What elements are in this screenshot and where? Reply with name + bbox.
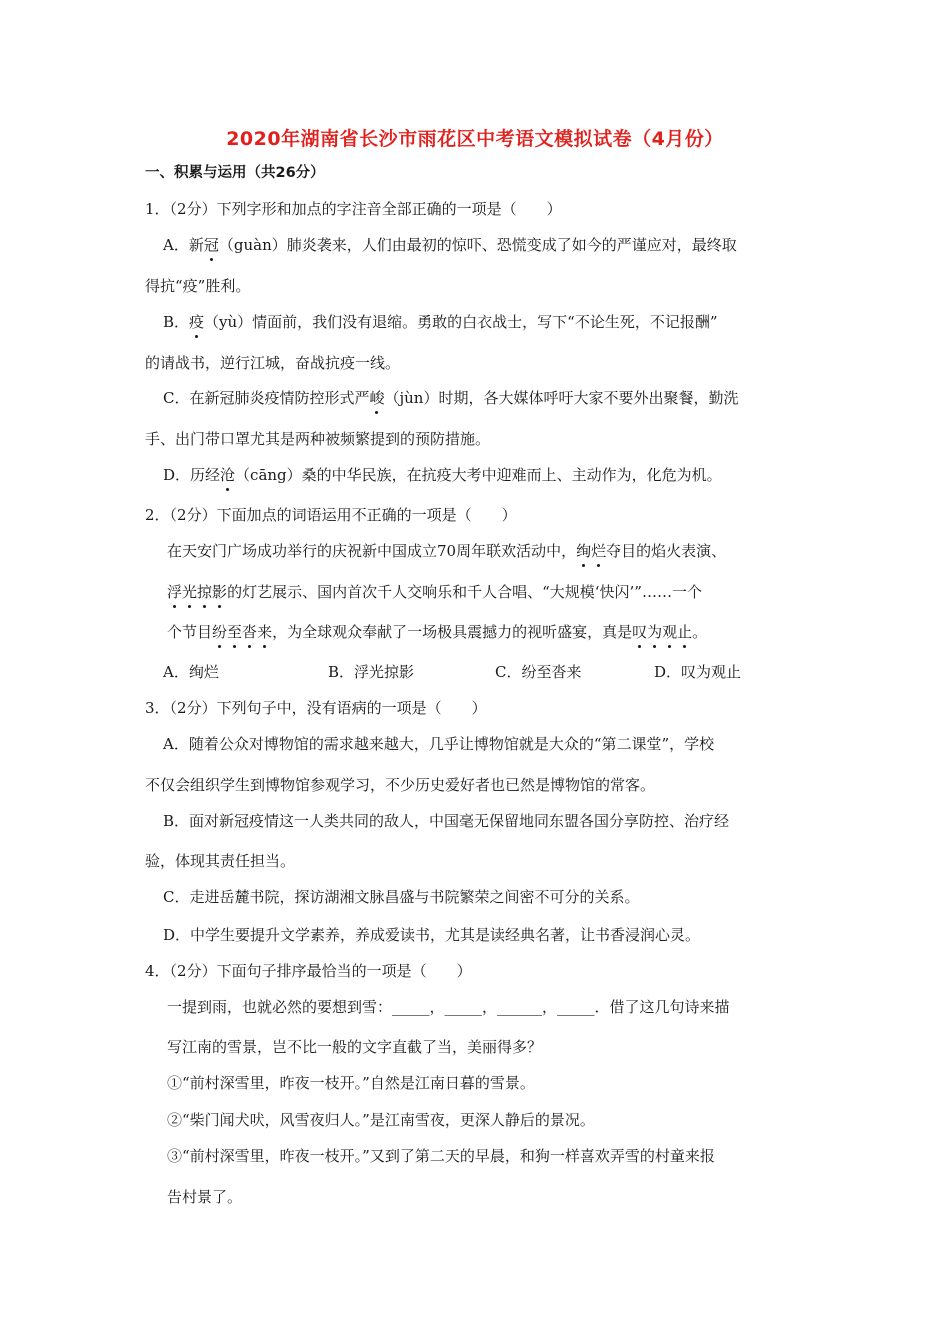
q2-option-a: A．绚烂 (163, 663, 219, 681)
dotted-char: 为 (647, 623, 663, 641)
q2-passage-line2 (167, 581, 702, 603)
text-segment: A．新 (163, 236, 204, 254)
q1-option-a-line2: 得抗“疫”胜利。 (145, 277, 251, 295)
dotted-char: 绚 (576, 542, 592, 560)
dotted-char: 冠 (203, 236, 219, 254)
text-segment: B． (163, 313, 190, 331)
text-segment: 个节目 (167, 623, 213, 641)
dotted-char: 止 (677, 623, 693, 641)
text-segment: （yù）情面前，我们没有退缩。勇敢的白衣战士，写下“不论生死，不记报酬” (204, 313, 718, 331)
q4-item-1: ①“前村深雪里，昨夜一枝开。”自然是江南日暮的雪景。 (167, 1074, 535, 1092)
dotted-char: 沧 (220, 466, 236, 484)
question-3-stem: 3．（2分）下列句子中，没有语病的一项是（ ） (145, 699, 487, 717)
q3-option-a-line2: 不仅会组织学生到博物馆参观学习，不少历史爱好者也已然是博物馆的常客。 (145, 776, 656, 794)
text-segment: （cāng）桑的中华民族，在抗疫大考中迎难而上、主动作为，化危为机。 (235, 466, 722, 484)
text-segment: 。 (692, 623, 708, 641)
dotted-char: 至 (227, 623, 243, 641)
question-2-stem: 2．（2分）下面加点的词语运用不正确的一项是（ ） (145, 506, 517, 524)
text-segment: D．历经 (163, 466, 221, 484)
dotted-char: 观 (662, 623, 678, 641)
text-segment: C．在新冠肺炎疫情防控形式严 (163, 389, 370, 407)
q4-item-2: ②“柴门闻犬吠，风雪夜归人。”是江南雪夜，更深人静后的景况。 (167, 1111, 595, 1129)
question-4-stem: 4．（2分）下面句子排序最恰当的一项是（ ） (145, 962, 472, 980)
text-segment: （jùn）时期，各大媒体呼吁大家不要外出聚餐，勤洗 (384, 389, 739, 407)
q3-option-b-line2: 验，体现其责任担当。 (145, 852, 296, 870)
q4-passage-line2: 写江南的雪景，岂不比一般的文字直截了当，美丽得多？ (167, 1038, 543, 1056)
text-segment: ，为全球观众奉献了一场极具震撼力的视听盛宴，真是 (272, 623, 633, 641)
dotted-char: 叹 (632, 623, 648, 641)
q1-option-a-line1 (163, 234, 737, 256)
text-segment: 的灯艺展示、国内首次千人交响乐和千人合唱、“大规模‘快闪’”……一个 (227, 583, 702, 601)
q2-option-b: B．浮光掠影 (328, 663, 415, 681)
q4-passage-line1: 一提到雨，也就必然的要想到雪：_____，_____，______，_____．借了这几句诗来描 (167, 998, 730, 1016)
q2-option-c: C．纷至沓来 (495, 663, 582, 681)
q2-option-d: D．叹为观止 (654, 663, 742, 681)
q3-option-b-line1: B．面对新冠疫情这一人类共同的敌人，中国毫无保留地同东盟各国分享防控、治疗经 (163, 812, 730, 830)
q1-option-b-line2: 的请战书，逆行江城，奋战抗疫一线。 (145, 354, 401, 372)
q1-option-d-line1 (163, 464, 722, 486)
q3-option-c: C．走进岳麓书院，探访湖湘文脉昌盛与书院繁荣之间密不可分的关系。 (163, 888, 640, 906)
dotted-char: 纷 (212, 623, 228, 641)
q4-item-3-line2: 告村景了。 (167, 1188, 243, 1206)
dotted-char: 疫 (189, 313, 205, 331)
text-segment: 在天安门广场成功举行的庆祝新中国成立70周年联欢活动中， (167, 542, 577, 560)
q4-item-3-line1: ③“前村深雪里，昨夜一枝开。”又到了第二天的早晨，和狗一样喜欢弄雪的村童来报 (167, 1147, 715, 1165)
dotted-char: 光 (182, 583, 198, 601)
dotted-char: 来 (257, 623, 273, 641)
q3-option-d: D．中学生要提升文学素养，养成爱读书，尤其是读经典名著，让书香浸润心灵。 (163, 926, 701, 944)
dotted-char: 影 (212, 583, 228, 601)
section-heading: 一、积累与运用（共26分） (145, 165, 325, 181)
dotted-char: 掠 (197, 583, 213, 601)
dotted-char: 沓 (242, 623, 258, 641)
dotted-char: 峻 (369, 389, 385, 407)
q3-option-a-line1: A．随着公众对博物馆的需求越来越大，几乎让博物馆就是大众的“第二课堂”，学校 (163, 735, 715, 753)
q1-option-c-line1 (163, 387, 738, 409)
q2-passage-line3 (167, 621, 707, 643)
q1-option-b-line1 (163, 311, 718, 333)
q2-passage-line1 (167, 540, 726, 562)
text-segment: 夺目的焰火表演、 (606, 542, 727, 560)
text-segment: （guàn）肺炎袭来，人们由最初的惊吓、恐慌变成了如今的严谨应对，最终取 (218, 236, 737, 254)
question-1-stem: 1．（2分）下列字形和加点的字注音全部正确的一项是（ ） (145, 200, 562, 218)
q1-option-c-line2: 手、出门带口罩尤其是两种被频繁提到的预防措施。 (145, 430, 491, 448)
dotted-char: 浮 (167, 583, 183, 601)
dotted-char: 烂 (591, 542, 607, 560)
page-title: 2020年湖南省长沙市雨花区中考语文模拟试卷（4月份） (226, 128, 724, 150)
